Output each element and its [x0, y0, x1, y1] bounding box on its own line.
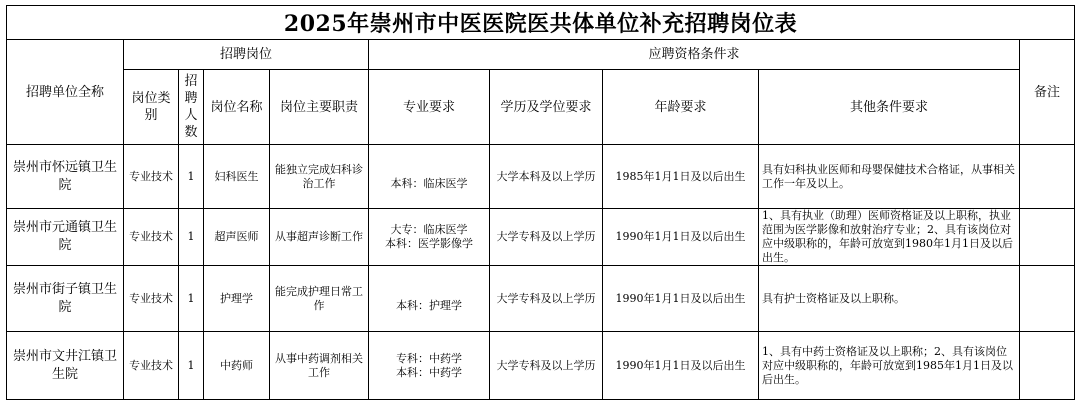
cell-major [369, 266, 490, 332]
cell-major [369, 209, 490, 266]
major-line: 大专：临床医学 [390, 223, 468, 236]
cell-age: 1985年1月1日及以后出生 [603, 145, 759, 209]
cell-age: 1990年1月1日及以后出生 [603, 332, 759, 400]
cell-other: 1、具有执业（助理）医师资格证及以上职称，执业范围为医学影像和放射治疗专业；2、具有该岗位对应中级职称的，年龄可放宽到1980年1月1日及以后出生。 [759, 209, 1020, 266]
cell-major [369, 332, 490, 400]
cell-position: 妇科医生 [204, 145, 270, 209]
header-main-duties: 岗位主要职责 [270, 70, 369, 145]
cell-remarks [1020, 332, 1075, 400]
cell-category: 专业技术 [124, 145, 179, 209]
recruitment-table [6, 5, 1075, 400]
major-line: 本科：医学影像学 [385, 237, 473, 250]
cell-position: 超声医师 [204, 209, 270, 266]
header-remarks: 备注 [1020, 40, 1075, 145]
cell-other: 1、具有中药士资格证及以上职称；2、具有该岗位对应中级职称的，年龄可放宽到1985年1月1日及以后出生。 [759, 332, 1020, 400]
header-degree-req: 学历及学位要求 [490, 70, 603, 145]
cell-duties: 能独立完成妇科诊治工作 [270, 145, 369, 209]
cell-unit: 崇州市元通镇卫生院 [7, 209, 124, 266]
table-row [7, 266, 1075, 332]
cell-unit: 崇州市怀远镇卫生院 [7, 145, 124, 209]
cell-degree: 大学专科及以上学历 [490, 266, 603, 332]
cell-age: 1990年1月1日及以后出生 [603, 266, 759, 332]
header-positions-group: 招聘岗位 [124, 40, 369, 70]
cell-age: 1990年1月1日及以后出生 [603, 209, 759, 266]
cell-position: 中药师 [204, 332, 270, 400]
major-line: 本科：护理学 [396, 298, 462, 312]
cell-count: 1 [179, 209, 204, 266]
recruitment-table-sheet [6, 5, 1074, 398]
cell-major [369, 145, 490, 209]
header-unit-full-name: 招聘单位全称 [7, 40, 124, 145]
cell-category: 专业技术 [124, 209, 179, 266]
major-line: 专科：中药学 [396, 351, 462, 365]
table-title: 2025年崇州市中医医院医共体单位补充招聘岗位表 [7, 6, 1075, 40]
cell-duties: 能完成护理日常工作 [270, 266, 369, 332]
cell-count: 1 [179, 332, 204, 400]
major-line: 本科：临床医学 [390, 176, 468, 190]
table-row [7, 332, 1075, 400]
title-row [7, 6, 1075, 40]
header-hire-count: 招聘人数 [179, 70, 204, 145]
cell-unit: 崇州市文井江镇卫生院 [7, 332, 124, 400]
cell-other: 具有护士资格证及以上职称。 [759, 266, 1020, 332]
header-other-req: 其他条件要求 [759, 70, 1020, 145]
cell-degree: 大学专科及以上学历 [490, 332, 603, 400]
major-line: 本科：中药学 [396, 365, 462, 379]
cell-remarks [1020, 266, 1075, 332]
cell-degree: 大学本科及以上学历 [490, 145, 603, 209]
cell-count: 1 [179, 266, 204, 332]
cell-remarks [1020, 145, 1075, 209]
cell-duties: 从事超声诊断工作 [270, 209, 369, 266]
header-age-req: 年龄要求 [603, 70, 759, 145]
cell-other: 具有妇科执业医师和母婴保健技术合格证，从事相关工作一年及以上。 [759, 145, 1020, 209]
header-requirements-group: 应聘资格条件求 [369, 40, 1020, 70]
header-position-category: 岗位类别 [124, 70, 179, 145]
cell-category: 专业技术 [124, 266, 179, 332]
cell-position: 护理学 [204, 266, 270, 332]
header-position-name: 岗位名称 [204, 70, 270, 145]
cell-degree: 大学专科及以上学历 [490, 209, 603, 266]
cell-count: 1 [179, 145, 204, 209]
table-row [7, 145, 1075, 209]
header-row-2 [7, 70, 1075, 145]
cell-remarks [1020, 209, 1075, 266]
cell-duties: 从事中药调剂相关工作 [270, 332, 369, 400]
cell-category: 专业技术 [124, 332, 179, 400]
header-major-req: 专业要求 [369, 70, 490, 145]
header-row-1 [7, 40, 1075, 70]
table-row [7, 209, 1075, 266]
cell-unit: 崇州市街子镇卫生院 [7, 266, 124, 332]
